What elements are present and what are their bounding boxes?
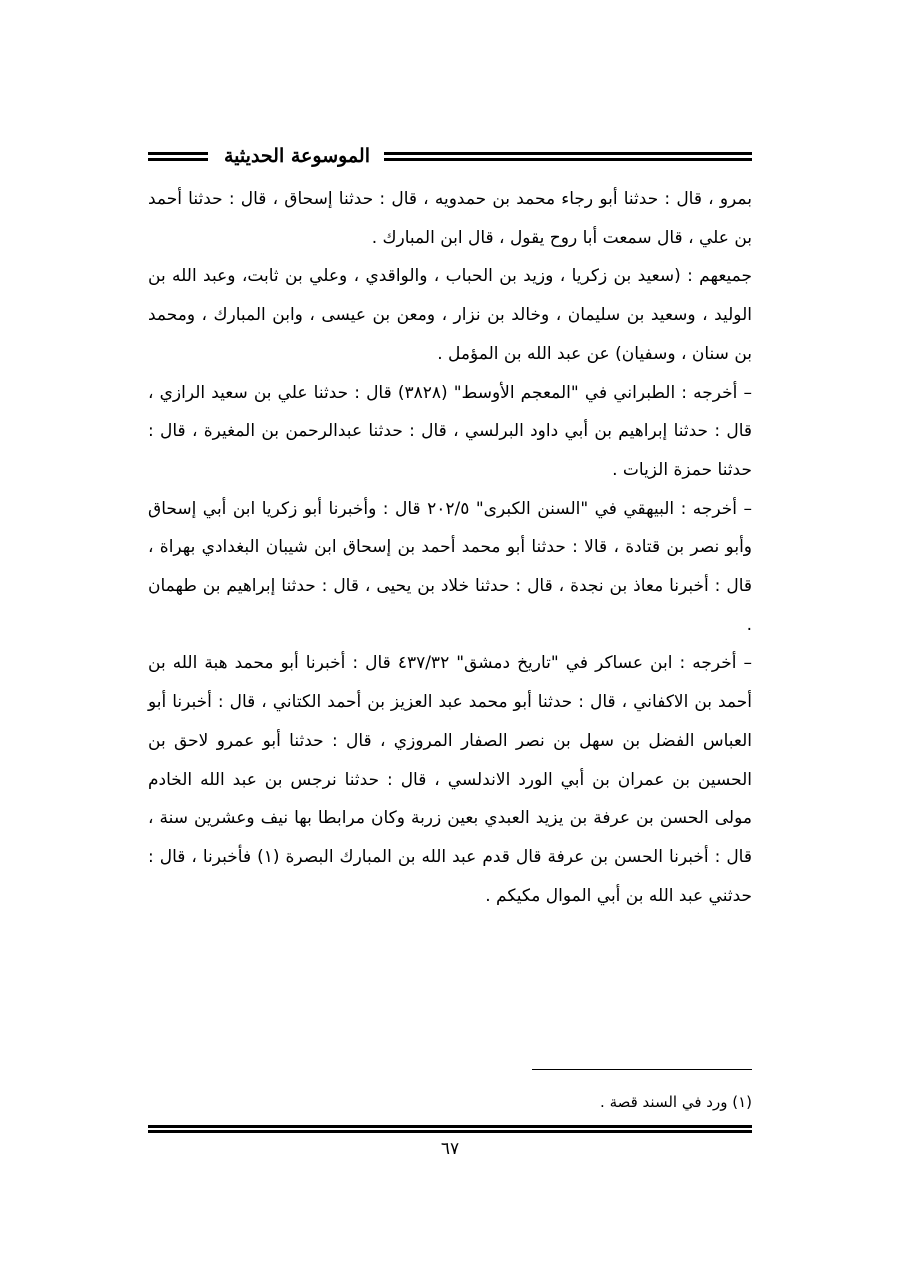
header-left-rule	[148, 152, 208, 161]
header-right-rule	[384, 152, 752, 161]
footnote-separator	[532, 1069, 752, 1070]
paragraph-1: بمرو ، قال : حدثنا أبو رجاء محمد بن حمدويه ، قال : حدثنا إسحاق ، قال : حدثنا أحمد بن علي ، قال سمعت أبا روح يقول ، قال ابن المبارك .	[148, 189, 752, 248]
paragraph-4: – أخرجه : البيهقي في "السنن الكبرى" ٢٠٢/٥ قال : وأخبرنا أبو زكريا ابن أبي إسحاق وأبو نصر بن قتادة ، قالا : حدثنا أبو محمد أحمد بن إسحاق ابن شيبان البغدادي بهراة ، قال : أخبرنا معاذ بن نجدة ، قال : حدثنا خلاد بن يحيى ، قال : حدثنا إبراهيم بن طهمان .	[148, 498, 752, 635]
page-header	[148, 143, 752, 173]
paragraph-2: جميعهم : (سعيد بن زكريا ، وزيد بن الحباب ، والواقدي ، وعلي بن ثابت، وعبد الله بن الوليد ، وسعيد بن سليمان ، وخالد بن نزار ، ومعن بن عيسى ، وابن المبارك ، ومحمد بن سنان ، وسفيان) عن عبد الله بن المؤمل .	[148, 266, 752, 364]
paragraph-3: – أخرجه : الطبراني في "المعجم الأوسط" (٣٨٢٨) قال : حدثنا علي بن سعيد الرازي ، قال : حدثنا إبراهيم بن أبي داود البرلسي ، قال : حدثنا عبدالرحمن بن المغيرة ، قال : حدثنا حمزة الزيات .	[148, 382, 752, 480]
paragraph-5: – أخرجه : ابن عساكر في "تاريخ دمشق" ٤٣٧/٣٢ قال : أخبرنا أبو محمد هبة الله بن أحمد بن الاكفاني ، قال : حدثنا أبو محمد عبد العزيز بن أحمد الكتاني ، قال : أخبرنا أبو العباس الفضل بن سهل بن نصر الصفار المروزي ، قال : حدثنا أبو عمرو لاحق بن الحسين بن عمران بن أبي الورد الاندلسي ، قال : حدثنا نرجس بن عبد الله الخادم مولى الحسن بن عرفة بن يزيد العبدي بعين زربة وكان مرابطا بها نيف وعشرين سنة ، قال : أخبرنا الحسن بن عرفة قال قدم عبد الله بن المبارك البصرة (١) فأخبرنا ، قال : حدثني عبد الله بن أبي الموال مكيكم .	[148, 653, 752, 906]
header-title: الموسوعة الحديثية	[224, 145, 370, 167]
main-text	[148, 180, 752, 915]
footnote: (١) ورد في السند قصة .	[600, 1093, 752, 1111]
footer-rule	[148, 1125, 752, 1133]
page-number: ٦٧	[440, 1139, 460, 1159]
